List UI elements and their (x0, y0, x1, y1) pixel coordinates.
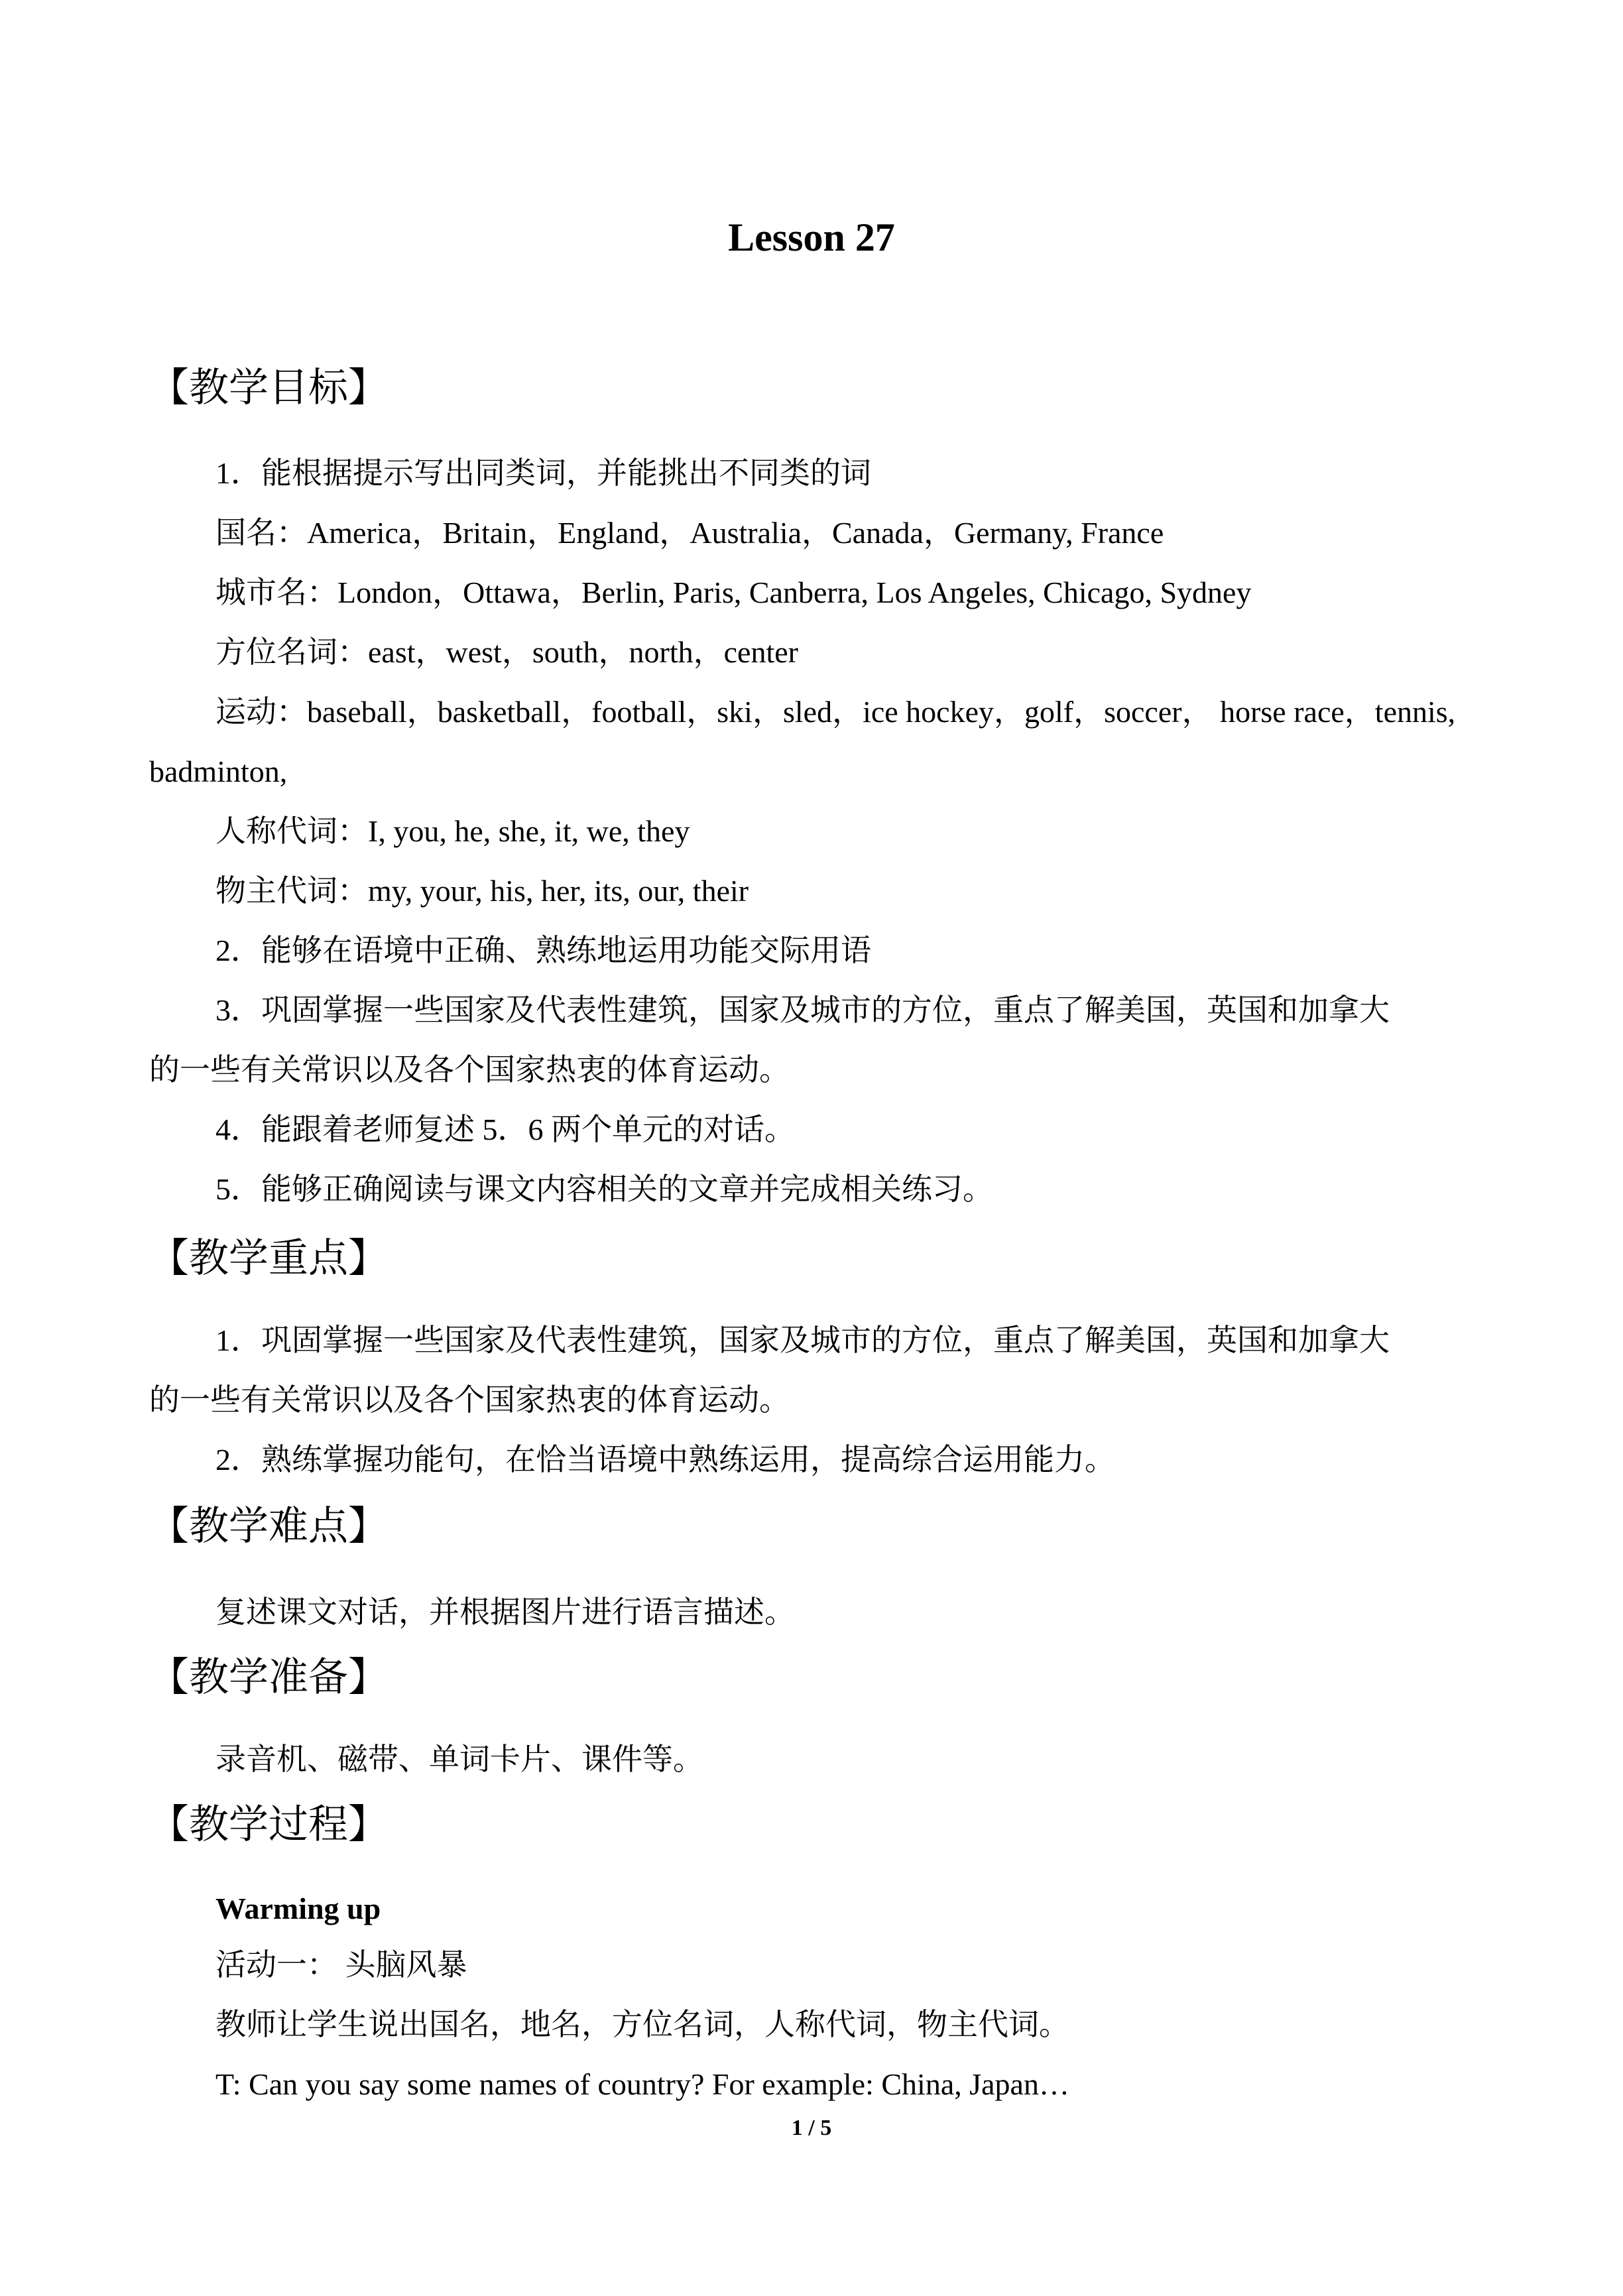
objectives-line: 方位名词：east，west，south，north，center (215, 635, 798, 669)
page-number: 1 / 5 (791, 2116, 832, 2140)
process-subheading: Warming up (215, 1892, 381, 1925)
objectives-line: 物主代词：my, your, his, her, its, our, their (215, 874, 749, 908)
section-heading-process: 【教学过程】 (149, 1801, 388, 1848)
objectives-line: 城市名：London，Ottawa，Berlin, Paris, Canberra, Los Angeles, Chicago, Sydney (215, 575, 1252, 609)
objectives-line: 的一些有关常识以及各个国家热衷的体育运动。 (149, 1053, 790, 1087)
objectives-line: badminton, (149, 755, 288, 788)
preparation-line: 录音机、磁带、单词卡片、课件等。 (215, 1742, 703, 1776)
key-points-line: 2．熟练掌握功能句，在恰当语境中熟练运用，提高综合运用能力。 (215, 1443, 1115, 1477)
page-title: Lesson 27 (728, 215, 895, 259)
key-points-line: 的一些有关常识以及各个国家热衷的体育运动。 (149, 1383, 790, 1417)
objectives-line: 3．巩固掌握一些国家及代表性建筑，国家及城市的方位，重点了解美国，英国和加拿大 (215, 993, 1390, 1027)
objectives-line: 4．能跟着老师复述 5．6 两个单元的对话。 (215, 1113, 795, 1146)
objectives-line: 国名：America，Britain，England，Australia，Canada，Germany, France (215, 516, 1164, 550)
process-line: 教师让学生说出国名，地名，方位名词，人称代词，物主代词。 (215, 2008, 1069, 2041)
objectives-line: 1．能根据提示写出同类词，并能挑出不同类的词 (215, 456, 871, 490)
key-points-line: 1．巩固掌握一些国家及代表性建筑，国家及城市的方位，重点了解美国，英国和加拿大 (215, 1323, 1390, 1357)
objectives-line: 运动：baseball，basketball，football，ski，sled，ice hockey，golf，soccer， horse race，tennis, (215, 695, 1456, 729)
difficulties-line: 复述课文对话，并根据图片进行语言描述。 (215, 1595, 795, 1629)
section-heading-objectives: 【教学目标】 (149, 365, 388, 411)
process-line: T: Can you say some names of country? For example: China, Japan… (215, 2067, 1069, 2101)
section-heading-key-points: 【教学重点】 (149, 1235, 388, 1282)
section-heading-preparation: 【教学准备】 (149, 1654, 388, 1701)
process-line: 活动一： 头脑风暴 (215, 1948, 467, 1982)
objectives-line: 2．能够在语境中正确、熟练地运用功能交际用语 (215, 934, 871, 967)
objectives-line: 人称代词：I, you, he, she, it, we, they (215, 814, 690, 848)
objectives-line: 5．能够正确阅读与课文内容相关的文章并完成相关练习。 (215, 1172, 993, 1206)
section-heading-difficulties: 【教学难点】 (149, 1503, 388, 1549)
